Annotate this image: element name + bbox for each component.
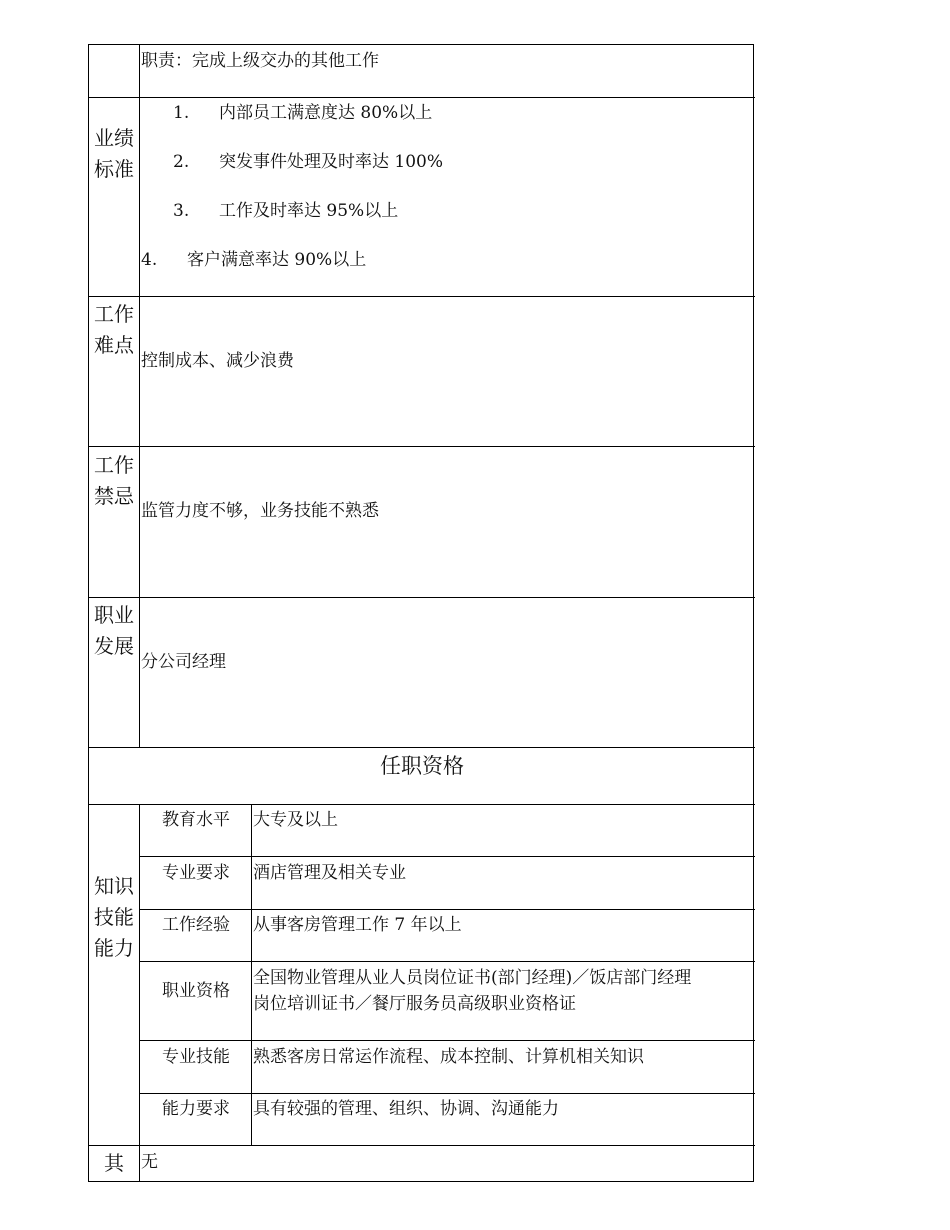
qualification-title: 任职资格 [380,754,464,778]
row-divider [89,804,755,805]
qualification-item-name: 职业资格 [162,981,230,1001]
qualification-item-name: 专业要求 [162,863,230,883]
performance-item [173,199,398,223]
qualification-item-value: 岗位培训证书／餐厅服务员高级职业资格证 [253,994,576,1014]
qualification-item-name: 工作经验 [162,915,230,935]
qualification-item-name: 教育水平 [162,810,230,830]
row-divider [140,1040,755,1041]
job-description-table [88,44,754,1182]
column-divider [251,804,252,1145]
qualification-item-value: 熟悉客房日常运作流程、成本控制、计算机相关知识 [253,1047,644,1067]
performance-item [141,248,366,272]
performance-item [173,101,432,125]
row-divider [89,597,755,598]
qualification-item-value: 酒店管理及相关专业 [253,863,406,883]
qualification-item-value: 大专及以上 [253,810,338,830]
item-number: 1. [173,103,190,123]
row-divider [140,961,755,962]
qualification-item-name: 专业技能 [162,1047,230,1067]
qualification-item-value: 全国物业管理从业人员岗位证书(部门经理)／饭店部门经理 [253,968,692,988]
row-divider [89,747,755,748]
item-text: 内部员工满意度达 80%以上 [219,103,433,123]
row-divider [89,296,755,297]
duty-text: 职责：完成上级交办的其他工作 [141,51,379,71]
row-divider [140,909,755,910]
career-text: 分公司经理 [141,652,226,672]
other-value: 无 [141,1152,158,1172]
qualification-item-name: 能力要求 [162,1099,230,1119]
qualification-item-value: 具有较强的管理、组织、协调、沟通能力 [253,1099,559,1119]
qualification-item-value: 从事客房管理工作 7 年以上 [253,915,462,935]
knowledge-label: 知识技能能力 [94,874,134,960]
difficulty-label: 工作难点 [94,302,134,357]
row-divider [140,856,755,857]
taboo-label: 工作禁忌 [94,453,134,508]
row-divider [140,1093,755,1094]
column-divider [139,804,140,1182]
column-divider [139,45,140,747]
item-text: 工作及时率达 95%以上 [219,201,399,221]
item-number: 2. [173,152,190,172]
item-number: 3. [173,201,190,221]
row-divider [89,97,755,98]
difficulty-text: 控制成本、减少浪费 [141,351,294,371]
item-number: 4. [141,250,158,270]
performance-label: 业绩标准 [94,126,134,181]
taboo-text: 监管力度不够，业务技能不熟悉 [141,501,379,521]
item-text: 客户满意率达 90%以上 [187,250,367,270]
performance-item [173,150,443,174]
row-divider [89,446,755,447]
row-divider [89,1145,755,1146]
other-label: 其 [104,1151,124,1175]
career-label: 职业发展 [94,603,134,658]
item-text: 突发事件处理及时率达 100% [219,152,444,172]
